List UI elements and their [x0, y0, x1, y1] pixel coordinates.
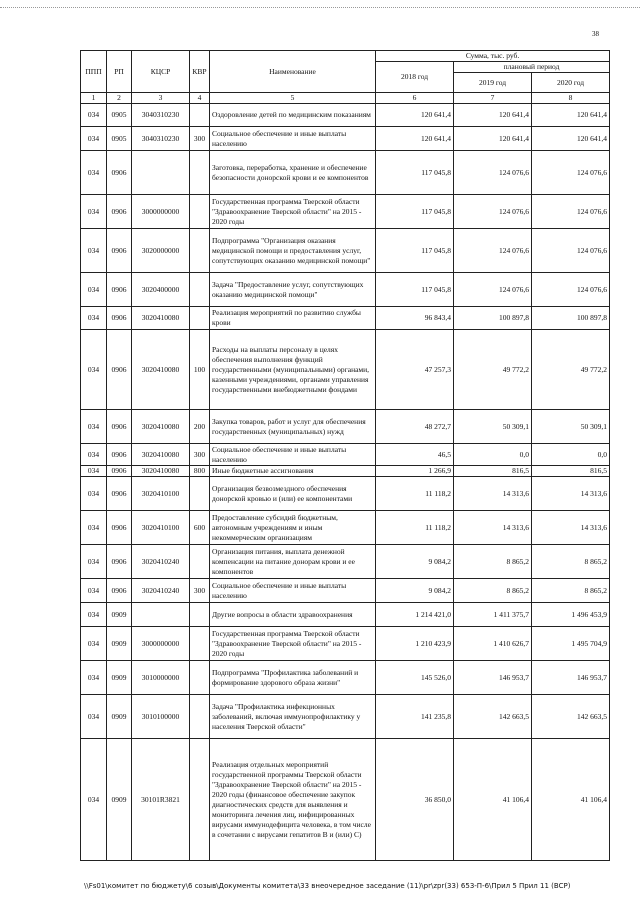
cell-name: Заготовка, переработка, хранение и обеспечение безопасности донорской крови и ее компонентов — [210, 151, 376, 195]
cell-kvr: 200 — [190, 410, 210, 444]
cell-kcsr: 3010100000 — [132, 695, 190, 739]
cell-2020: 124 076,6 — [532, 273, 610, 307]
cell-kvr — [190, 627, 210, 661]
cell-2020: 41 106,4 — [532, 739, 610, 861]
cell-kcsr: 3020410100 — [132, 511, 190, 545]
cell-2019: 120 641,4 — [454, 104, 532, 127]
cell-ppp: 034 — [81, 511, 107, 545]
cell-rp: 0906 — [107, 195, 132, 229]
cell-kvr — [190, 104, 210, 127]
cell-2018: 141 235,8 — [376, 695, 454, 739]
cell-name: Социальное обеспечение и иные выплаты населению — [210, 127, 376, 151]
cell-name: Подпрограмма "Профилактика заболеваний и формирование здорового образа жизни" — [210, 661, 376, 695]
table-row — [81, 695, 610, 739]
cell-kcsr: 3020400000 — [132, 273, 190, 307]
cell-name: Организация безвозмездного обеспечения донорской кровью и (или) ее компонентами — [210, 477, 376, 511]
col-num: 5 — [210, 93, 376, 104]
cell-ppp: 034 — [81, 195, 107, 229]
cell-2020: 49 772,2 — [532, 330, 610, 410]
table-body — [81, 104, 610, 861]
cell-2019: 50 309,1 — [454, 410, 532, 444]
table-row — [81, 330, 610, 410]
col-num: 7 — [454, 93, 532, 104]
cell-2020: 8 865,2 — [532, 545, 610, 579]
table-row — [81, 127, 610, 151]
cell-name: Закупка товаров, работ и услуг для обеспечения государственных (муниципальных) нужд — [210, 410, 376, 444]
cell-2020: 0,0 — [532, 444, 610, 466]
cell-name: Задача "Профилактика инфекционных заболеваний, включая иммунопрофилактику у населения Тверской области" — [210, 695, 376, 739]
cell-rp: 0905 — [107, 104, 132, 127]
header-2019: 2019 год — [454, 73, 532, 93]
cell-2019: 1 411 375,7 — [454, 603, 532, 627]
cell-ppp: 034 — [81, 444, 107, 466]
table-row — [81, 477, 610, 511]
cell-ppp: 034 — [81, 603, 107, 627]
col-num: 1 — [81, 93, 107, 104]
cell-2018: 117 045,8 — [376, 229, 454, 273]
cell-kvr — [190, 603, 210, 627]
cell-rp: 0906 — [107, 477, 132, 511]
header-kcsr: КЦСР — [132, 51, 190, 93]
col-num: 3 — [132, 93, 190, 104]
cell-kcsr: 3000000000 — [132, 627, 190, 661]
table-row — [81, 466, 610, 477]
table-row — [81, 545, 610, 579]
cell-kvr — [190, 307, 210, 330]
cell-ppp: 034 — [81, 410, 107, 444]
cell-ppp: 034 — [81, 127, 107, 151]
cell-2019: 146 953,7 — [454, 661, 532, 695]
table-row — [81, 739, 610, 861]
cell-kcsr: 3020410080 — [132, 466, 190, 477]
table-row — [81, 151, 610, 195]
cell-ppp: 034 — [81, 627, 107, 661]
cell-2019: 14 313,6 — [454, 511, 532, 545]
table-row — [81, 511, 610, 545]
cell-rp: 0906 — [107, 307, 132, 330]
cell-2019: 124 076,6 — [454, 273, 532, 307]
cell-2020: 14 313,6 — [532, 511, 610, 545]
cell-ppp: 034 — [81, 273, 107, 307]
cell-2019: 8 865,2 — [454, 545, 532, 579]
cell-name: Реализация мероприятий по развитию службы крови — [210, 307, 376, 330]
cell-kcsr — [132, 151, 190, 195]
cell-rp: 0909 — [107, 695, 132, 739]
cell-ppp: 034 — [81, 477, 107, 511]
cell-kvr: 800 — [190, 466, 210, 477]
cell-2020: 120 641,4 — [532, 104, 610, 127]
cell-ppp: 034 — [81, 695, 107, 739]
cell-2018: 117 045,8 — [376, 195, 454, 229]
cell-2020: 124 076,6 — [532, 151, 610, 195]
cell-2018: 47 257,3 — [376, 330, 454, 410]
cell-name: Подпрограмма "Организация оказания медицинской помощи и предоставления услуг, сопутствующих оказанию медицинской помощи" — [210, 229, 376, 273]
cell-ppp: 034 — [81, 545, 107, 579]
cell-rp: 0906 — [107, 151, 132, 195]
cell-rp: 0906 — [107, 410, 132, 444]
cell-2020: 50 309,1 — [532, 410, 610, 444]
cell-kvr — [190, 229, 210, 273]
cell-2018: 1 214 421,0 — [376, 603, 454, 627]
cell-2019: 124 076,6 — [454, 195, 532, 229]
cell-kvr — [190, 695, 210, 739]
cell-kvr — [190, 195, 210, 229]
footer-file-path: \\Fs01\комитет по бюджету\6 созыв\Документы комитета\33 внеочередное заседание (11)\pr\zpr(33) 653-П-6\Прил 5 Прил 11 (ВСР) — [84, 882, 571, 890]
cell-name: Государственная программа Тверской области "Здравоохранение Тверской области" на 2015 - 2020 годы — [210, 195, 376, 229]
cell-2020: 1 495 704,9 — [532, 627, 610, 661]
cell-name: Иные бюджетные ассигнования — [210, 466, 376, 477]
cell-kcsr: 3020410100 — [132, 477, 190, 511]
cell-2020: 146 953,7 — [532, 661, 610, 695]
cell-2018: 96 843,4 — [376, 307, 454, 330]
cell-2018: 1 266,9 — [376, 466, 454, 477]
header-sum: Сумма, тыс. руб. — [376, 51, 610, 62]
cell-name: Государственная программа Тверской области "Здравоохранение Тверской области" на 2015 - 2020 годы — [210, 627, 376, 661]
cell-name: Другие вопросы в области здравоохранения — [210, 603, 376, 627]
table-row — [81, 661, 610, 695]
cell-2018: 117 045,8 — [376, 151, 454, 195]
cell-kvr: 300 — [190, 127, 210, 151]
cell-2018: 11 118,2 — [376, 511, 454, 545]
cell-ppp: 034 — [81, 104, 107, 127]
col-num: 2 — [107, 93, 132, 104]
cell-kcsr: 3020410080 — [132, 410, 190, 444]
cell-rp: 0906 — [107, 229, 132, 273]
cell-2019: 49 772,2 — [454, 330, 532, 410]
cell-rp: 0906 — [107, 511, 132, 545]
cell-rp: 0906 — [107, 545, 132, 579]
cell-rp: 0909 — [107, 661, 132, 695]
cell-2019: 8 865,2 — [454, 579, 532, 603]
cell-2018: 46,5 — [376, 444, 454, 466]
cell-2019: 0,0 — [454, 444, 532, 466]
page-number: 38 — [592, 30, 599, 38]
header-ppp: ППП — [81, 51, 107, 93]
table-row — [81, 444, 610, 466]
cell-rp: 0909 — [107, 739, 132, 861]
cell-2018: 1 210 423,9 — [376, 627, 454, 661]
cell-ppp: 034 — [81, 151, 107, 195]
cell-kcsr: 3020410080 — [132, 444, 190, 466]
table-row — [81, 579, 610, 603]
cell-2020: 124 076,6 — [532, 229, 610, 273]
header-2020: 2020 год — [532, 73, 610, 93]
cell-kcsr: 3020410080 — [132, 330, 190, 410]
header-planned: плановый период — [454, 62, 610, 73]
table-row — [81, 273, 610, 307]
cell-2020: 100 897,8 — [532, 307, 610, 330]
cell-2019: 100 897,8 — [454, 307, 532, 330]
table-row — [81, 410, 610, 444]
col-num: 4 — [190, 93, 210, 104]
cell-2018: 117 045,8 — [376, 273, 454, 307]
cell-ppp: 034 — [81, 661, 107, 695]
cell-2018: 36 850,0 — [376, 739, 454, 861]
cell-kvr — [190, 661, 210, 695]
col-num: 6 — [376, 93, 454, 104]
cell-ppp: 034 — [81, 739, 107, 861]
cell-kcsr: 3020410240 — [132, 545, 190, 579]
cell-ppp: 034 — [81, 307, 107, 330]
cell-2018: 48 272,7 — [376, 410, 454, 444]
cell-rp: 0905 — [107, 127, 132, 151]
cell-rp: 0909 — [107, 627, 132, 661]
table-row — [81, 229, 610, 273]
cell-2019: 124 076,6 — [454, 229, 532, 273]
cell-2018: 9 084,2 — [376, 579, 454, 603]
col-num: 8 — [532, 93, 610, 104]
cell-2020: 124 076,6 — [532, 195, 610, 229]
header-name: Наименование — [210, 51, 376, 93]
cell-kvr — [190, 151, 210, 195]
cell-name: Расходы на выплаты персоналу в целях обеспечения выполнения функций государственными (муниципальными) органами, казенными учреждениями, органами управления государственными внебюджетными фондами — [210, 330, 376, 410]
cell-kcsr: 3040310230 — [132, 104, 190, 127]
cell-kvr: 600 — [190, 511, 210, 545]
cell-kcsr: 3000000000 — [132, 195, 190, 229]
cell-ppp: 034 — [81, 579, 107, 603]
cell-2020: 8 865,2 — [532, 579, 610, 603]
cell-2020: 142 663,5 — [532, 695, 610, 739]
cell-name: Задача "Предоставление услуг, сопутствующих оказанию медицинской помощи" — [210, 273, 376, 307]
cell-2019: 14 313,6 — [454, 477, 532, 511]
cell-2020: 14 313,6 — [532, 477, 610, 511]
cell-2020: 1 496 453,9 — [532, 603, 610, 627]
cell-kvr — [190, 545, 210, 579]
cell-ppp: 034 — [81, 229, 107, 273]
table-row — [81, 104, 610, 127]
cell-2018: 120 641,4 — [376, 127, 454, 151]
cell-2019: 1 410 626,7 — [454, 627, 532, 661]
cell-rp: 0906 — [107, 273, 132, 307]
cell-name: Социальное обеспечение и иные выплаты населению — [210, 444, 376, 466]
cell-rp: 0906 — [107, 579, 132, 603]
cell-2019: 816,5 — [454, 466, 532, 477]
cell-kvr: 100 — [190, 330, 210, 410]
cell-2018: 145 526,0 — [376, 661, 454, 695]
cell-2019: 120 641,4 — [454, 127, 532, 151]
cell-rp: 0909 — [107, 603, 132, 627]
cell-2018: 11 118,2 — [376, 477, 454, 511]
cell-kvr — [190, 273, 210, 307]
cell-kcsr: 3020410240 — [132, 579, 190, 603]
header-2018: 2018 год — [376, 62, 454, 93]
header-kvr: КВР — [190, 51, 210, 93]
cell-2019: 124 076,6 — [454, 151, 532, 195]
table-row — [81, 603, 610, 627]
top-scan-line — [0, 7, 640, 8]
cell-2019: 41 106,4 — [454, 739, 532, 861]
cell-2018: 120 641,4 — [376, 104, 454, 127]
cell-2020: 120 641,4 — [532, 127, 610, 151]
cell-name: Оздоровление детей по медицинским показаниям — [210, 104, 376, 127]
cell-kcsr: 3010000000 — [132, 661, 190, 695]
cell-kcsr: 3020000000 — [132, 229, 190, 273]
cell-kvr: 300 — [190, 444, 210, 466]
cell-kvr: 300 — [190, 579, 210, 603]
cell-name: Организация питания, выплата денежной компенсации на питание донорам крови и ее компонентов — [210, 545, 376, 579]
cell-name: Предоставление субсидий бюджетным, автономным учреждениям и иным некоммерческим организациям — [210, 511, 376, 545]
cell-2020: 816,5 — [532, 466, 610, 477]
column-number-row — [81, 93, 610, 104]
table-row — [81, 307, 610, 330]
cell-2018: 9 084,2 — [376, 545, 454, 579]
table-row — [81, 195, 610, 229]
cell-kcsr — [132, 603, 190, 627]
cell-2019: 142 663,5 — [454, 695, 532, 739]
cell-kvr — [190, 739, 210, 861]
cell-name: Реализация отдельных мероприятий государственной программы Тверской области "Здравоохранение Тверской области" на 2015 - 2020 годы (финансовое обеспечение закупок диагностических средств для выявления и мониторинга лечения лиц, инфицированных вирусами иммунодефицита человека, в том числе в сочетании с вирусами гепатитов В и (или) С) — [210, 739, 376, 861]
cell-ppp: 034 — [81, 330, 107, 410]
cell-rp: 0906 — [107, 444, 132, 466]
cell-kcsr: 3020410080 — [132, 307, 190, 330]
cell-kcsr: 30101R3821 — [132, 739, 190, 861]
cell-kcsr: 3040310230 — [132, 127, 190, 151]
cell-ppp: 034 — [81, 466, 107, 477]
cell-rp: 0906 — [107, 466, 132, 477]
cell-kvr — [190, 477, 210, 511]
table-row — [81, 627, 610, 661]
header-rp: РП — [107, 51, 132, 93]
cell-rp: 0906 — [107, 330, 132, 410]
budget-table — [80, 50, 610, 861]
cell-name: Социальное обеспечение и иные выплаты населению — [210, 579, 376, 603]
